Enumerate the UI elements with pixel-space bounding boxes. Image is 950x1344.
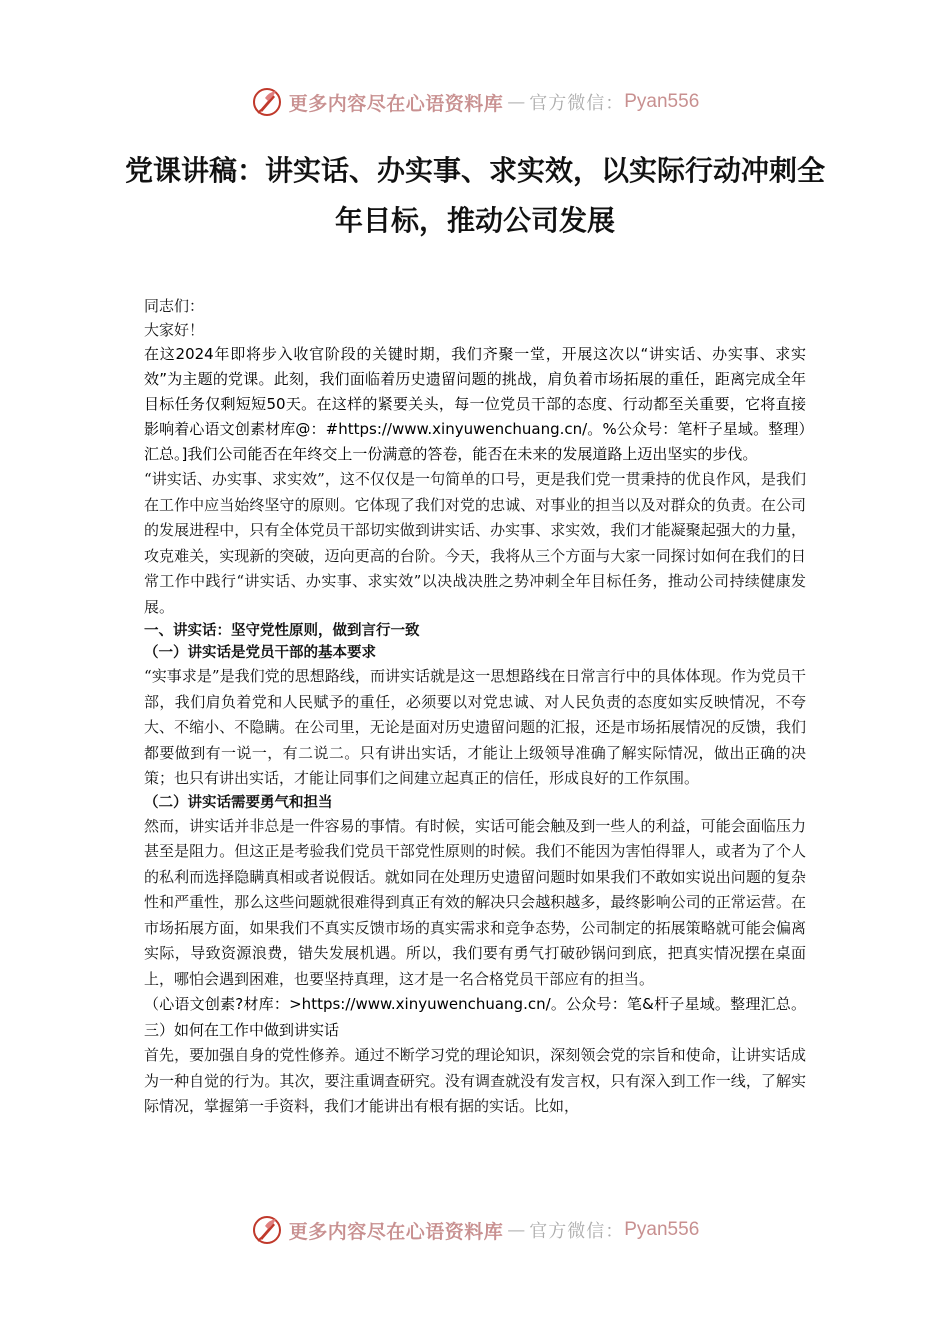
banner-wechat-id: Pyan556 [624,91,700,112]
intro-paragraph: 在这2024年即将步入收官阶段的关键时期，我们齐聚一堂，开展这次以“讲实话、办实事、求实效”为主题的党课。此刻，我们面临着历史遗留问题的挑战，肩负着市场拓展的重任，距离完成全年目标任务仅剩短短50天。在这样的紧要关头，每一位党员干部的态度、行动都至关重要，它将直接影响着心语文创素材库@：#https://www.xinyuwenchuang.cn/。%公众号：笔杆子星域。整理）汇总。]我们公司能否在年终交上一份满意的答卷，能否在未来的发展道路上迈出坚实的步伐。 [144,345,806,463]
hello: 大家好！ [144,321,205,339]
quill-pen-icon [251,86,283,118]
banner-separator: — [507,91,526,113]
paragraph-3: “实事求是”是我们党的思想路线，而讲实话就是这一思想路线在日常言行中的具体体现。作为党员干部，我们肩负着党和人民赋予的重任，必须要以对党忠诚、对人民负责的态度如实反映情况，不夸大、不缩小、不隐瞒。在公司里，无论是面对历史遗留问题的汇报，还是市场拓展情况的反馈，我们都要做到有一说一，有二说二。只有讲出实话，才能让上级领导准确了解实际情况，做出正确的决策；也只有讲出实话，才能让同事们之间建立起真正的信任，形成良好的工作氛围。 [144,667,806,787]
subsection-heading-1-1: （一）讲实话是党员干部的基本要求 [144,645,376,661]
greeting: 同志们： [144,297,205,315]
banner-text: 更多内容尽在心语资料库 [288,92,504,115]
document-body [144,294,806,1120]
banner-separator: — [507,1219,526,1241]
subsection-heading-1-2: （二）讲实话需要勇气和担当 [144,794,333,811]
quill-pen-icon [251,1214,283,1246]
document-title: 党课讲稿：讲实话、办实事、求实效，以实际行动冲刺全年目标，推动公司发展 [124,154,825,237]
banner-wechat-label: 官方微信： [529,1221,625,1242]
paragraph-2: “讲实话、办实事、求实效”，这不仅仅是一句简单的口号，更是我们党一贯秉持的优良作风，是我们在工作中应当始终坚守的原则。它体现了我们对党的忠诚、对事业的担当以及对群众的负责。在公司的发展进程中，只有全体党员干部切实做到讲实话、办实事、求实效，我们才能凝聚起强大的力量，攻克难关，实现新的突破，迈向更高的台阶。今天，我将从三个方面与大家一同探讨如何在我们的日常工作中践行“讲实话、办实事、求实效”以决战决胜之势冲刺全年目标任务，推动公司持续健康发展。 [144,470,806,616]
banner-text: 更多内容尽在心语资料库 [288,1220,504,1243]
subsection-heading-1-3: （心语文创素?材库：>https://www.xinyuwenchuang.cn/。公众号：笔&杆子星域。整理汇总。三）如何在工作中做到讲实话 [144,995,806,1039]
section-heading-1: 一、讲实话：坚守党性原则，做到言行一致 [144,623,420,639]
banner-wechat-id: Pyan556 [624,1219,700,1240]
banner-wechat-label: 官方微信： [529,93,625,114]
paragraph-4: 然而，讲实话并非总是一件容易的事情。有时候，实话可能会触及到一些人的利益，可能会面临压力甚至是阻力。但这正是考验我们党员干部党性原则的时候。我们不能因为害怕得罪人，或者为了个人的私利而选择隐瞒真相或者说假话。就如同在处理历史遗留问题时如果我们不敢如实说出问题的复杂性和严重性，那么这些问题就很难得到真正有效的解决只会越积越多，最终影响公司的正常运营。在市场拓展方面，如果我们不真实反馈市场的真实需求和竞争态势，公司制定的拓展策略就可能会偏离实际，导致资源浪费，错失发展机遇。所以，我们要有勇气打破砂锅问到底，把真实情况摆在桌面上，哪怕会遇到困难，也要坚持真理，这才是一名合格党员干部应有的担当。 [144,816,806,988]
watermark-banner-top [0,82,950,122]
watermark-banner-bottom [0,1210,950,1250]
paragraph-5: 首先，要加强自身的党性修养。通过不断学习党的理论知识，深刻领会党的宗旨和使命，让讲实话成为一种自觉的行为。其次，要注重调查研究。没有调查就没有发言权，只有深入到工作一线，了解实际情况，掌握第一手资料，我们才能讲出有根有据的实话。比如， [144,1046,806,1115]
